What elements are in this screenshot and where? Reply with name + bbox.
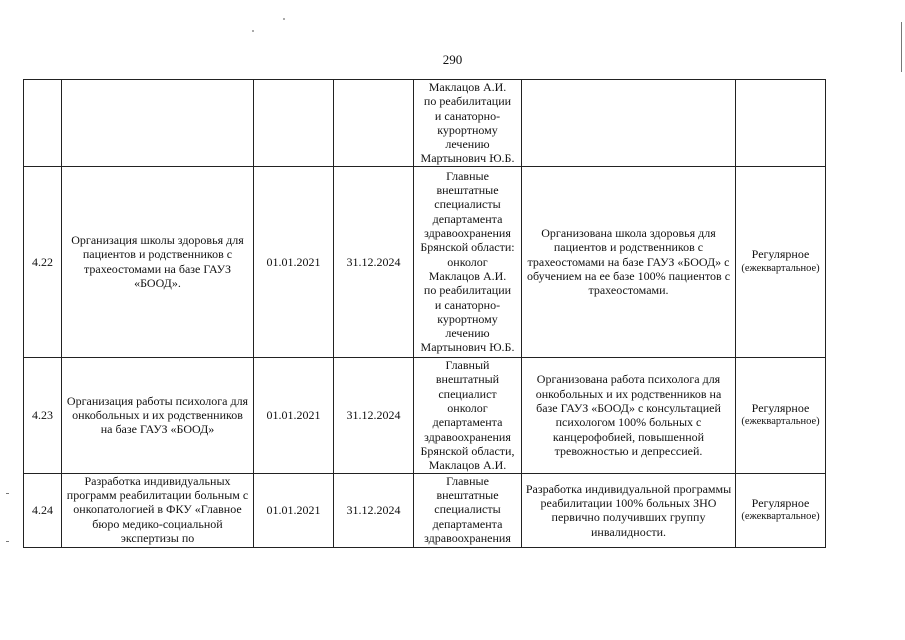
frequency-main: Регулярное xyxy=(751,400,810,415)
start-date: 01.01.2021 xyxy=(254,357,334,473)
activities-table xyxy=(23,79,826,548)
event-name: Организация школы здоровья для пациентов и родственников с трахеостомами на базе ГАУЗ «БООД». xyxy=(62,166,254,357)
table-row xyxy=(24,473,826,547)
frequency-note: (ежеквартальное) xyxy=(741,262,820,274)
responsible-persons: Маклацов А.И. по реабилитации и санаторно- курортному лечению Мартынович Ю.Б. xyxy=(414,80,522,167)
row-number: 4.23 xyxy=(24,357,62,473)
scan-speck xyxy=(252,30,254,32)
end-date: 31.12.2024 xyxy=(334,357,414,473)
frequency-cell xyxy=(736,166,826,357)
frequency-note: (ежеквартальное) xyxy=(741,511,820,523)
row-number xyxy=(24,80,62,167)
expected-result xyxy=(522,80,736,167)
table-row xyxy=(24,357,826,473)
scan-margin-mark xyxy=(6,493,9,494)
table-row xyxy=(24,166,826,357)
end-date xyxy=(334,80,414,167)
row-number: 4.24 xyxy=(24,473,62,547)
start-date xyxy=(254,80,334,167)
frequency-note: (ежеквартальное) xyxy=(741,416,820,428)
expected-result: Организована работа психолога для онкобольных и их родственников на базе ГАУЗ «БООД» с консультацией психологом 100% больных с канцерофобией, повышенной тревожностью и депрессией. xyxy=(522,357,736,473)
responsible-persons: Главные внештатные специалисты департамента здравоохранения xyxy=(414,473,522,547)
end-date: 31.12.2024 xyxy=(334,473,414,547)
frequency-cell xyxy=(736,473,826,547)
event-name xyxy=(62,80,254,167)
row-number: 4.22 xyxy=(24,166,62,357)
frequency-cell xyxy=(736,357,826,473)
table-row xyxy=(24,80,826,167)
expected-result: Разработка индивидуальной программы реабилитации 100% больных ЗНО первично получивших группу инвалидности. xyxy=(522,473,736,547)
start-date: 01.01.2021 xyxy=(254,473,334,547)
responsible-persons: Главные внештатные специалисты департамента здравоохранения Брянской области: онколог Маклацов А.И. по реабилитации и санаторно- курортному лечению Мартынович Ю.Б. xyxy=(414,166,522,357)
frequency-cell xyxy=(736,80,826,167)
scan-speck xyxy=(283,18,285,20)
expected-result: Организована школа здоровья для пациентов и родственников с трахеостомами на базе ГАУЗ «БООД» с обучением на ее базе 100% пациентов с трахеостомами. xyxy=(522,166,736,357)
end-date: 31.12.2024 xyxy=(334,166,414,357)
event-name: Разработка индивидуальных программ реабилитации больным с онкопатологией в ФКУ «Главное бюро медико-социальной экспертизы по xyxy=(62,473,254,547)
responsible-persons: Главный внештатный специалист онколог департамента здравоохранения Брянской области, Маклацов А.И. xyxy=(414,357,522,473)
frequency-main: Регулярное xyxy=(751,247,810,262)
scan-margin-mark xyxy=(6,541,9,542)
start-date: 01.01.2021 xyxy=(254,166,334,357)
event-name: Организация работы психолога для онкобольных и их родственников на базе ГАУЗ «БООД» xyxy=(62,357,254,473)
frequency-main: Регулярное xyxy=(751,495,810,510)
page-number: 290 xyxy=(442,52,463,67)
scan-edge-mark xyxy=(901,22,902,72)
